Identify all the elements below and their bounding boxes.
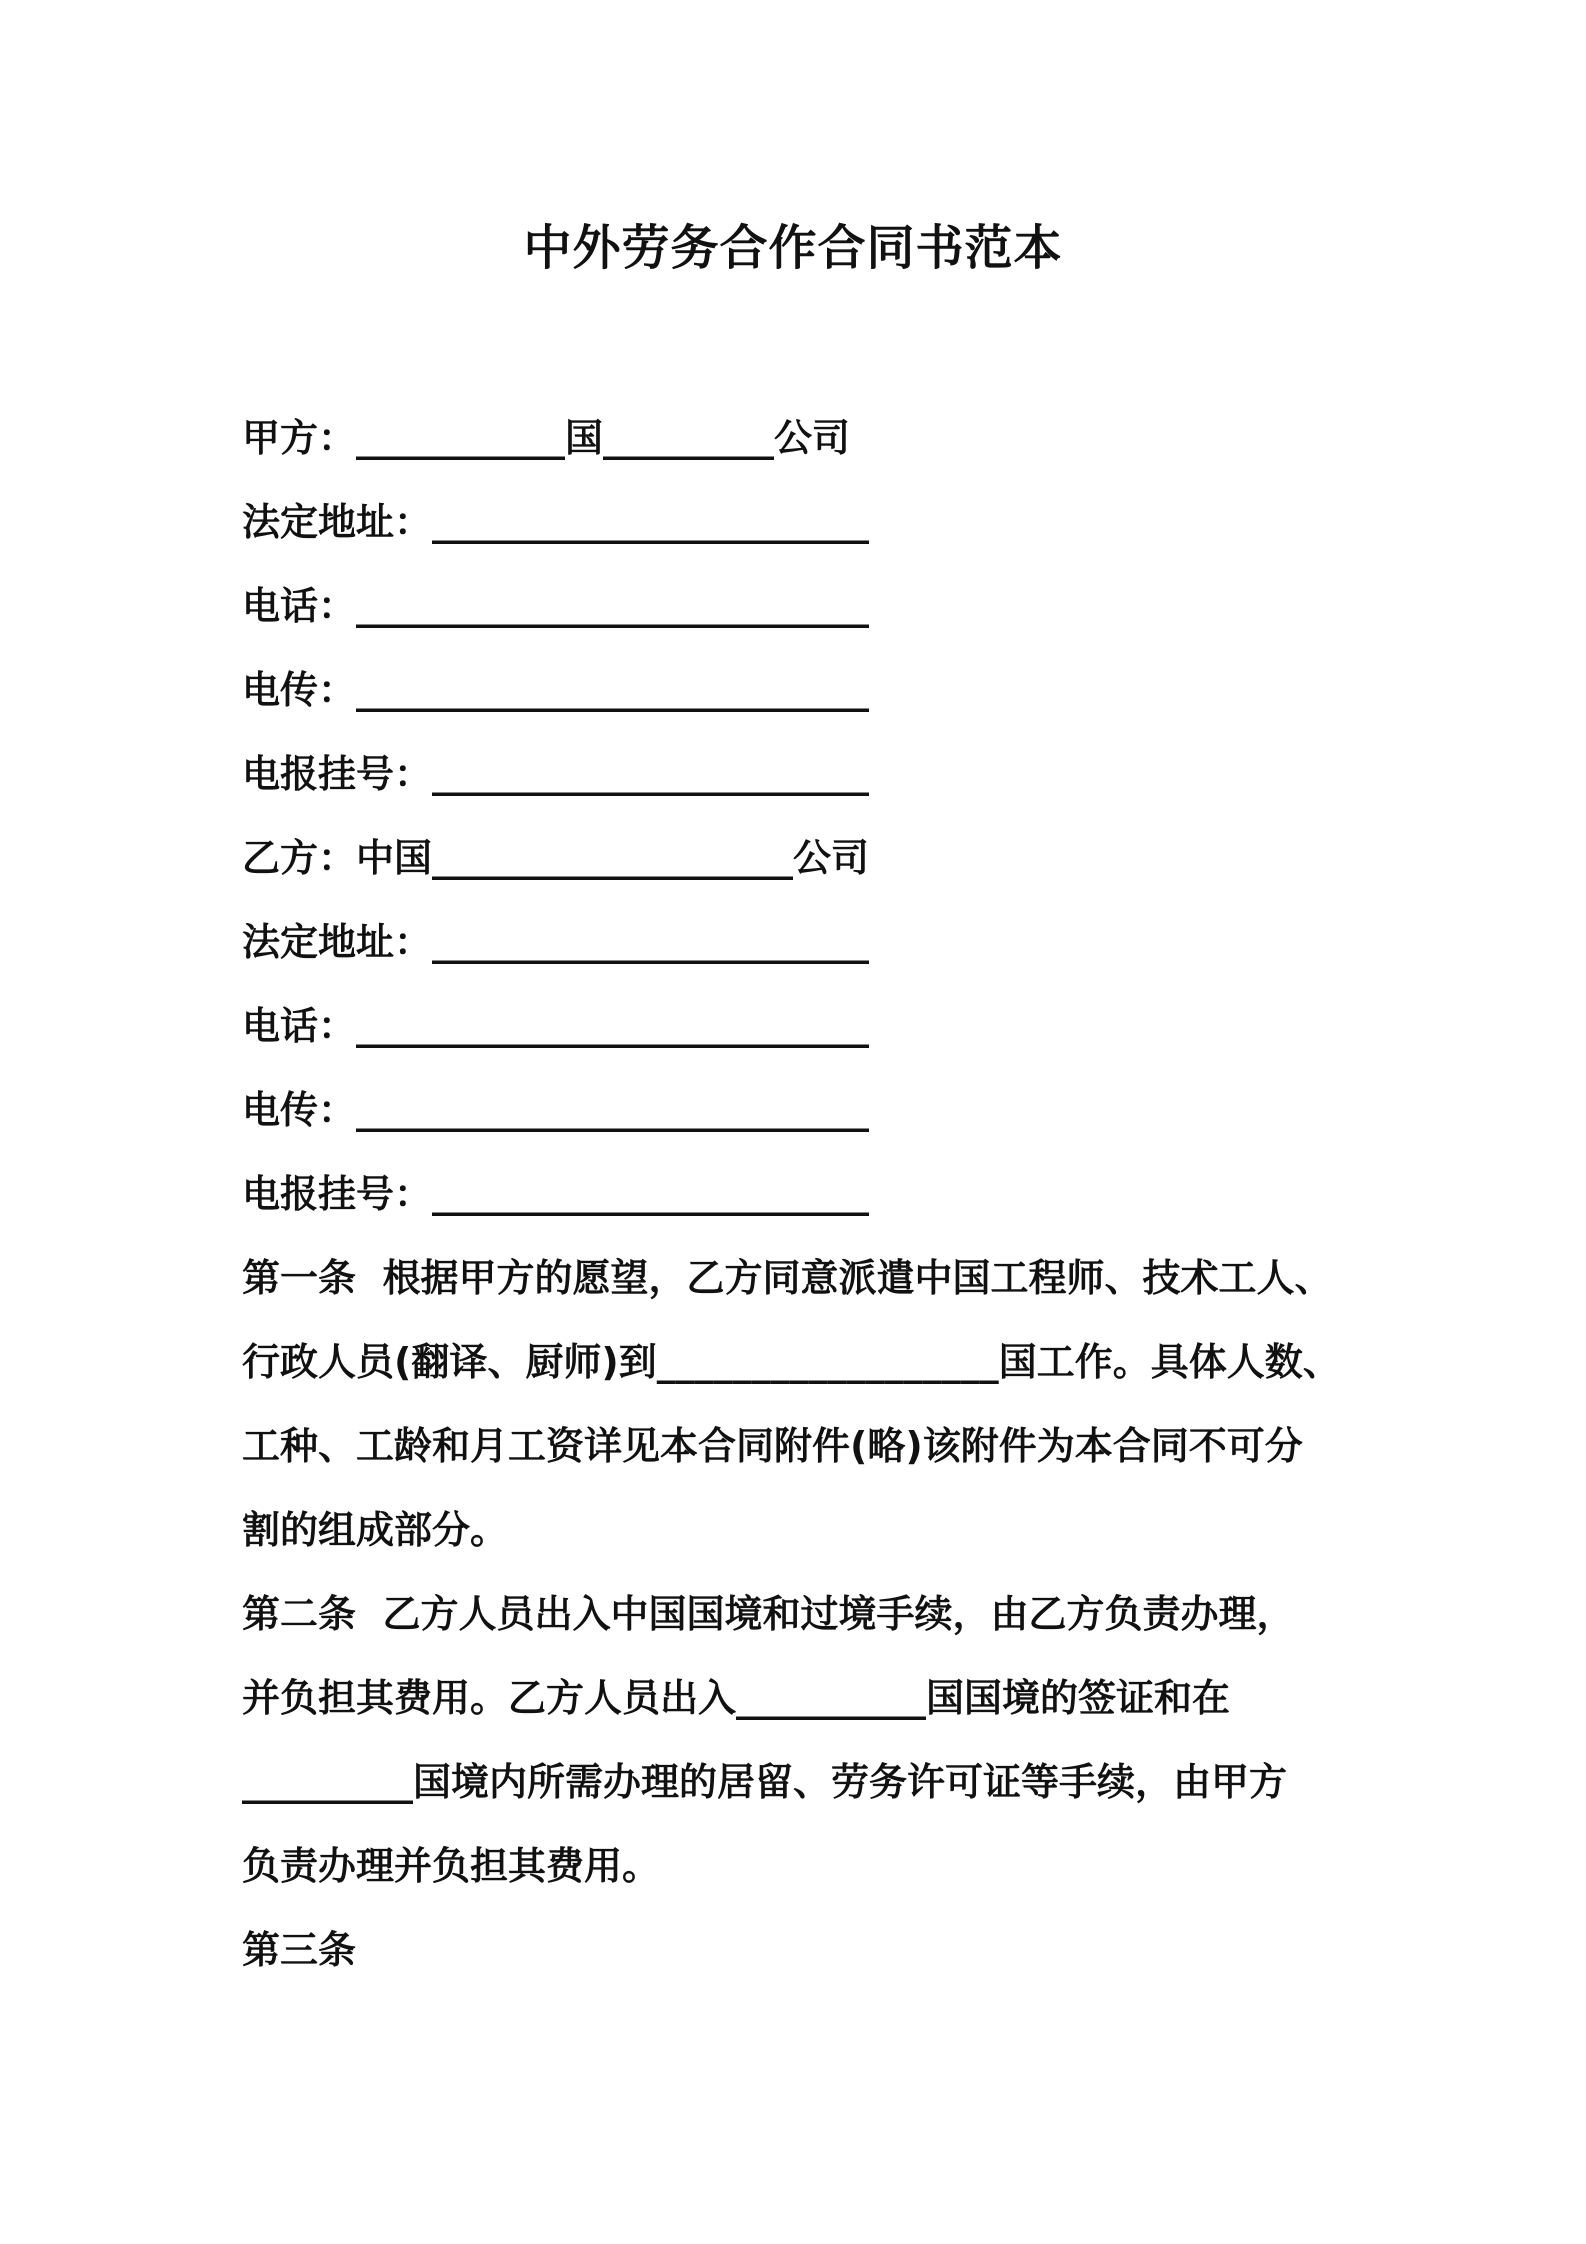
article-3 [242, 1908, 1372, 1992]
article-1-line-1: 第一条 根据甲方的愿望，乙方同意派遣中国工程师、技术工人、 [242, 1256, 1333, 1300]
article-2-line-4: 负责办理并负担其费用。 [242, 1844, 661, 1888]
article-1 [242, 1236, 1372, 1572]
article-1-line-2: 行政人员(翻译、厨师)到__________________国工作。具体人数、 [242, 1340, 1341, 1384]
document-body [242, 396, 1372, 1992]
article-2-line-2: 并负担其费用。乙方人员出入__________国国境的签证和在 [242, 1676, 1231, 1720]
article-2-line-1: 第二条 乙方人员出入中国国境和过境手续，由乙方负责办理， [242, 1592, 1295, 1636]
party-a-fax-line: 电传：___________________________ [242, 668, 870, 712]
article-3-line-1: 第三条 [242, 1928, 357, 1972]
party-a-name-line: 甲方：___________国_________公司 [242, 416, 851, 460]
article-2 [242, 1572, 1372, 1908]
party-b-telegram-line: 电报挂号：_______________________ [242, 1172, 870, 1216]
party-b-phone-line: 电话：___________________________ [242, 1004, 870, 1048]
party-b-address-line: 法定地址：_______________________ [242, 920, 870, 964]
party-b-fax-line: 电传：___________________________ [242, 1088, 870, 1132]
article-1-line-4: 割的组成部分。 [242, 1508, 509, 1552]
party-a-telegram-line: 电报挂号：_______________________ [242, 752, 870, 796]
article-2-line-3: _________国境内所需办理的居留、劳务许可证等手续，由甲方 [242, 1760, 1288, 1804]
party-a-phone-line: 电话：___________________________ [242, 584, 870, 628]
document-title: 中外劳务合作合同书范本 [523, 220, 1063, 276]
party-b-name-line: 乙方：中国___________________公司 [242, 836, 870, 880]
article-1-line-3: 工种、工龄和月工资详见本合同附件(略)该附件为本合同不可分 [242, 1424, 1303, 1468]
party-a-address-line: 法定地址：_______________________ [242, 500, 870, 544]
